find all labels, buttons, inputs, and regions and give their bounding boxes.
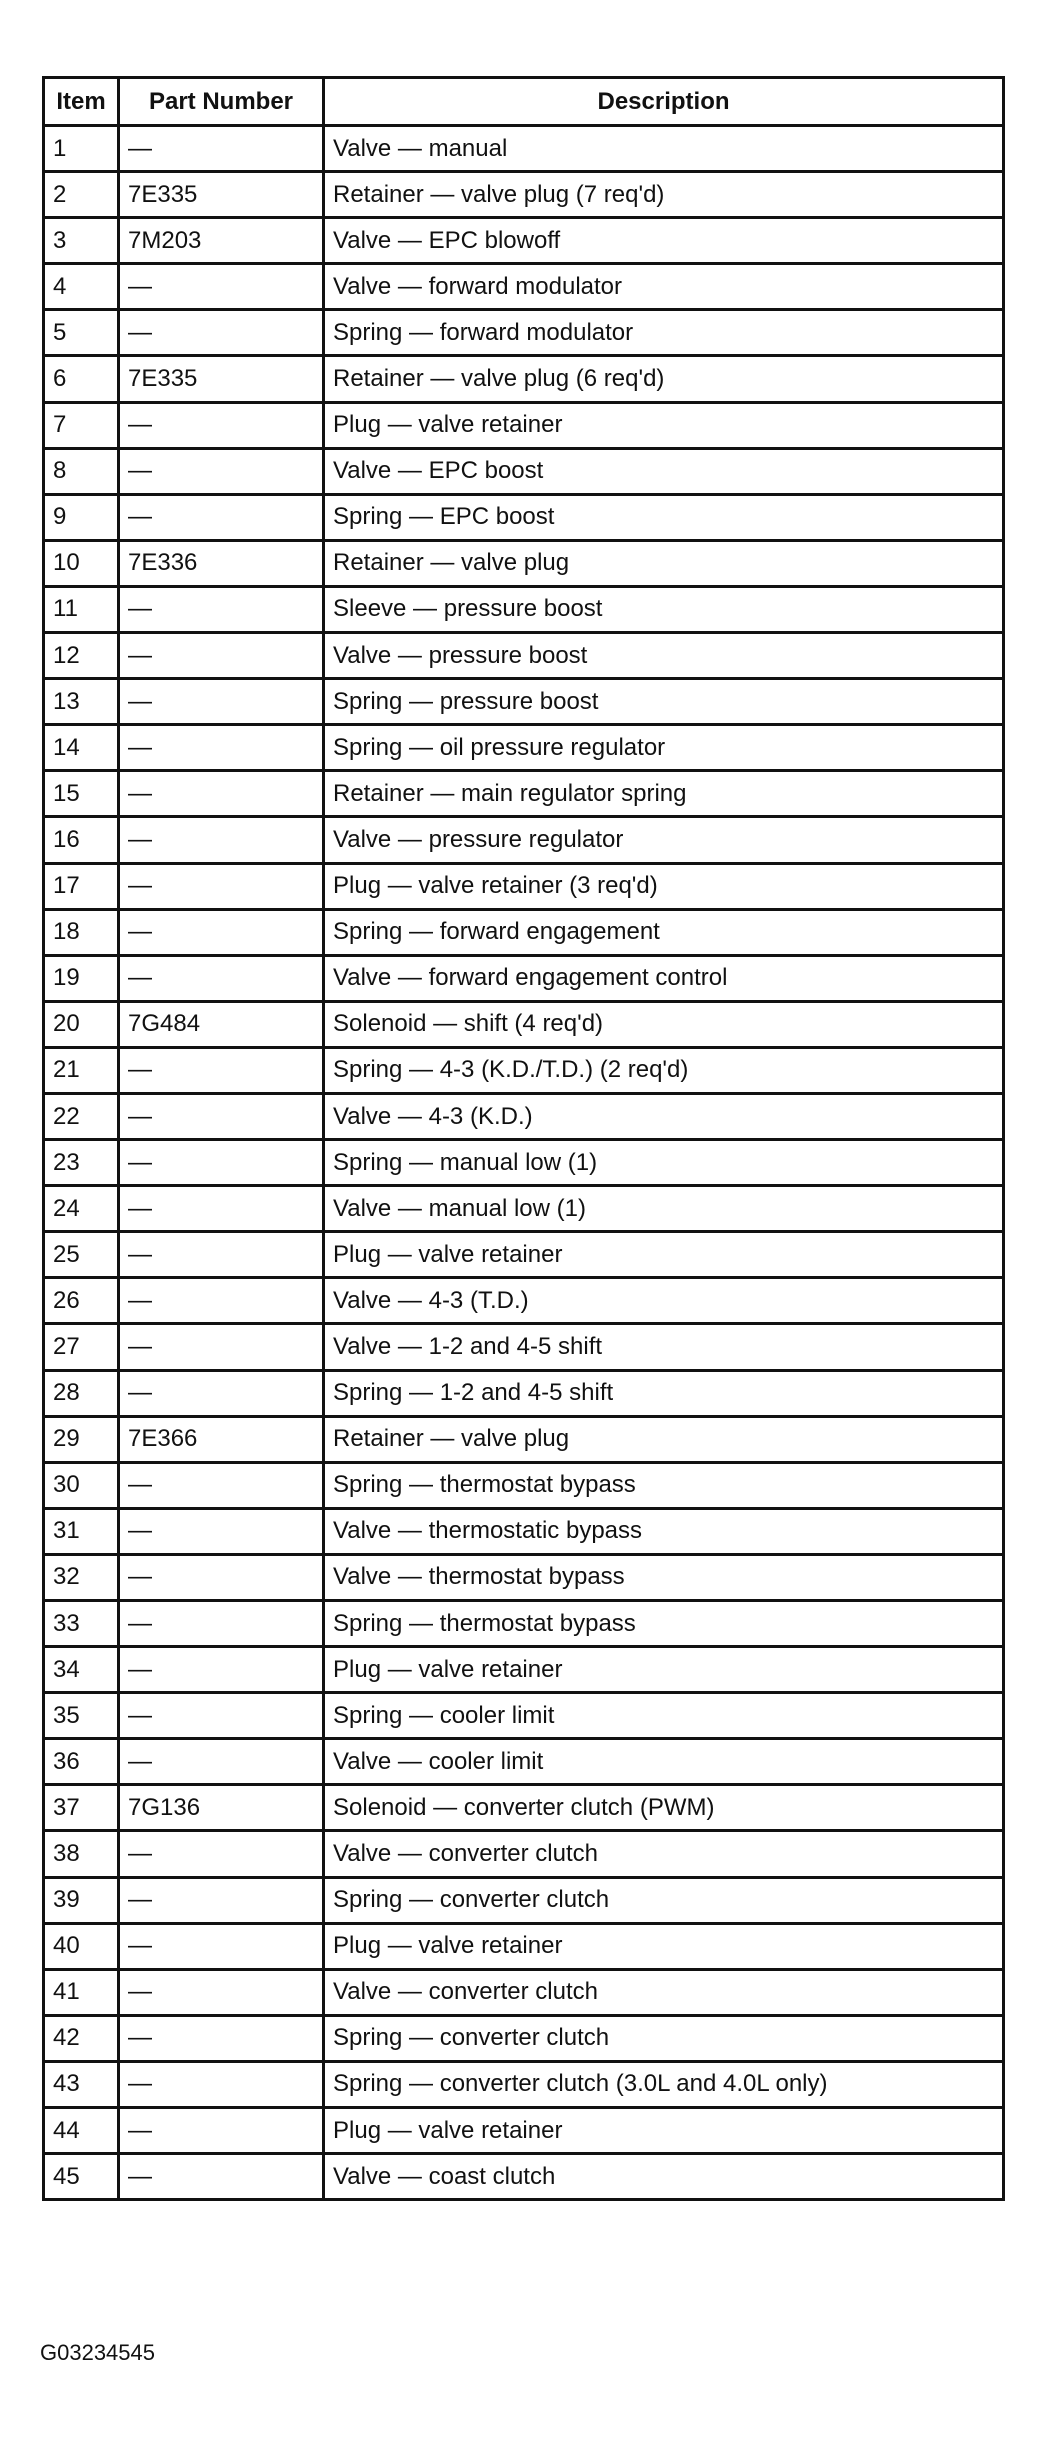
cell-part-number: — xyxy=(119,1554,324,1600)
table-row xyxy=(44,863,1004,909)
cell-part-number: — xyxy=(119,2108,324,2154)
table-row xyxy=(44,1232,1004,1278)
cell-item: 12 xyxy=(44,633,119,679)
table-row xyxy=(44,1877,1004,1923)
cell-item: 43 xyxy=(44,2061,119,2107)
cell-part-number: — xyxy=(119,2015,324,2061)
cell-description: Valve — forward engagement control xyxy=(324,955,1004,1001)
table-row xyxy=(44,1647,1004,1693)
table-row xyxy=(44,1739,1004,1785)
cell-item: 44 xyxy=(44,2108,119,2154)
cell-description: Spring — forward engagement xyxy=(324,909,1004,955)
cell-item: 10 xyxy=(44,540,119,586)
cell-description: Plug — valve retainer xyxy=(324,1647,1004,1693)
cell-description: Spring — pressure boost xyxy=(324,679,1004,725)
cell-description: Spring — converter clutch (3.0L and 4.0L only) xyxy=(324,2061,1004,2107)
cell-item: 15 xyxy=(44,771,119,817)
header-part-number: Part Number xyxy=(119,78,324,126)
cell-part-number: — xyxy=(119,771,324,817)
cell-item: 21 xyxy=(44,1047,119,1093)
cell-description: Plug — valve retainer xyxy=(324,402,1004,448)
table-header-row xyxy=(44,78,1004,126)
table-row xyxy=(44,1001,1004,1047)
table-row xyxy=(44,1324,1004,1370)
cell-part-number: 7E335 xyxy=(119,172,324,218)
cell-part-number: — xyxy=(119,633,324,679)
cell-description: Spring — cooler limit xyxy=(324,1693,1004,1739)
cell-description: Retainer — valve plug xyxy=(324,1416,1004,1462)
cell-part-number: 7E336 xyxy=(119,540,324,586)
cell-item: 13 xyxy=(44,679,119,725)
cell-item: 14 xyxy=(44,725,119,771)
cell-item: 35 xyxy=(44,1693,119,1739)
table-row xyxy=(44,1370,1004,1416)
cell-description: Valve — 1-2 and 4-5 shift xyxy=(324,1324,1004,1370)
cell-description: Spring — manual low (1) xyxy=(324,1140,1004,1186)
cell-part-number: — xyxy=(119,448,324,494)
cell-part-number: — xyxy=(119,2154,324,2200)
cell-description: Valve — forward modulator xyxy=(324,264,1004,310)
cell-item: 4 xyxy=(44,264,119,310)
cell-description: Valve — manual xyxy=(324,126,1004,172)
table-row xyxy=(44,218,1004,264)
cell-part-number: — xyxy=(119,1140,324,1186)
cell-part-number: — xyxy=(119,1324,324,1370)
cell-item: 31 xyxy=(44,1508,119,1554)
parts-table-body xyxy=(44,126,1004,2200)
cell-item: 17 xyxy=(44,863,119,909)
cell-item: 8 xyxy=(44,448,119,494)
table-row xyxy=(44,356,1004,402)
cell-description: Spring — thermostat bypass xyxy=(324,1462,1004,1508)
cell-item: 24 xyxy=(44,1186,119,1232)
cell-item: 7 xyxy=(44,402,119,448)
figure-id: G03234545 xyxy=(40,2340,155,2365)
cell-description: Valve — manual low (1) xyxy=(324,1186,1004,1232)
cell-item: 20 xyxy=(44,1001,119,1047)
cell-description: Plug — valve retainer xyxy=(324,1923,1004,1969)
cell-item: 26 xyxy=(44,1278,119,1324)
cell-description: Retainer — valve plug (7 req'd) xyxy=(324,172,1004,218)
cell-part-number: 7E335 xyxy=(119,356,324,402)
table-row xyxy=(44,1693,1004,1739)
cell-part-number: — xyxy=(119,725,324,771)
cell-description: Spring — thermostat bypass xyxy=(324,1601,1004,1647)
cell-description: Spring — 1-2 and 4-5 shift xyxy=(324,1370,1004,1416)
cell-part-number: — xyxy=(119,1647,324,1693)
table-row xyxy=(44,909,1004,955)
table-row xyxy=(44,1785,1004,1831)
cell-part-number: — xyxy=(119,1923,324,1969)
cell-description: Spring — 4-3 (K.D./T.D.) (2 req'd) xyxy=(324,1047,1004,1093)
cell-part-number: — xyxy=(119,1601,324,1647)
cell-part-number: — xyxy=(119,1739,324,1785)
cell-part-number: — xyxy=(119,817,324,863)
table-row xyxy=(44,817,1004,863)
table-row xyxy=(44,126,1004,172)
cell-item: 29 xyxy=(44,1416,119,1462)
cell-description: Valve — coast clutch xyxy=(324,2154,1004,2200)
table-row xyxy=(44,1554,1004,1600)
table-row xyxy=(44,2015,1004,2061)
table-row xyxy=(44,1416,1004,1462)
table-row xyxy=(44,725,1004,771)
cell-description: Valve — pressure regulator xyxy=(324,817,1004,863)
cell-description: Valve — 4-3 (K.D.) xyxy=(324,1093,1004,1139)
cell-description: Valve — thermostatic bypass xyxy=(324,1508,1004,1554)
header-item: Item xyxy=(44,78,119,126)
cell-item: 2 xyxy=(44,172,119,218)
cell-description: Spring — converter clutch xyxy=(324,1877,1004,1923)
cell-item: 1 xyxy=(44,126,119,172)
cell-item: 41 xyxy=(44,1969,119,2015)
table-row xyxy=(44,1923,1004,1969)
cell-item: 33 xyxy=(44,1601,119,1647)
cell-part-number: — xyxy=(119,264,324,310)
cell-item: 19 xyxy=(44,955,119,1001)
cell-item: 32 xyxy=(44,1554,119,1600)
cell-part-number: — xyxy=(119,1969,324,2015)
cell-description: Retainer — valve plug (6 req'd) xyxy=(324,356,1004,402)
table-row xyxy=(44,2061,1004,2107)
cell-part-number: — xyxy=(119,1186,324,1232)
cell-description: Plug — valve retainer (3 req'd) xyxy=(324,863,1004,909)
cell-part-number: — xyxy=(119,494,324,540)
cell-part-number: — xyxy=(119,1093,324,1139)
cell-part-number: — xyxy=(119,586,324,632)
table-row xyxy=(44,1462,1004,1508)
table-row xyxy=(44,1831,1004,1877)
cell-part-number: — xyxy=(119,1278,324,1324)
cell-item: 34 xyxy=(44,1647,119,1693)
cell-description: Plug — valve retainer xyxy=(324,2108,1004,2154)
cell-description: Spring — converter clutch xyxy=(324,2015,1004,2061)
cell-part-number: — xyxy=(119,1508,324,1554)
cell-description: Plug — valve retainer xyxy=(324,1232,1004,1278)
cell-part-number: 7M203 xyxy=(119,218,324,264)
cell-description: Valve — EPC blowoff xyxy=(324,218,1004,264)
table-row xyxy=(44,1601,1004,1647)
table-row xyxy=(44,1140,1004,1186)
cell-part-number: 7G136 xyxy=(119,1785,324,1831)
cell-part-number: — xyxy=(119,955,324,1001)
cell-description: Solenoid — shift (4 req'd) xyxy=(324,1001,1004,1047)
table-row xyxy=(44,1508,1004,1554)
cell-item: 16 xyxy=(44,817,119,863)
cell-part-number: — xyxy=(119,310,324,356)
cell-part-number: — xyxy=(119,2061,324,2107)
table-row xyxy=(44,402,1004,448)
table-row xyxy=(44,172,1004,218)
cell-description: Valve — cooler limit xyxy=(324,1739,1004,1785)
cell-part-number: — xyxy=(119,1232,324,1278)
table-row xyxy=(44,310,1004,356)
cell-item: 27 xyxy=(44,1324,119,1370)
table-row xyxy=(44,633,1004,679)
cell-item: 18 xyxy=(44,909,119,955)
cell-part-number: 7E366 xyxy=(119,1416,324,1462)
table-row xyxy=(44,679,1004,725)
cell-part-number: — xyxy=(119,1693,324,1739)
cell-part-number: 7G484 xyxy=(119,1001,324,1047)
cell-item: 6 xyxy=(44,356,119,402)
cell-description: Spring — EPC boost xyxy=(324,494,1004,540)
table-row xyxy=(44,1047,1004,1093)
parts-table xyxy=(42,76,1005,2201)
cell-description: Valve — converter clutch xyxy=(324,1969,1004,2015)
table-row xyxy=(44,264,1004,310)
cell-item: 23 xyxy=(44,1140,119,1186)
cell-description: Spring — forward modulator xyxy=(324,310,1004,356)
cell-part-number: — xyxy=(119,126,324,172)
cell-part-number: — xyxy=(119,1370,324,1416)
cell-part-number: — xyxy=(119,402,324,448)
table-row xyxy=(44,955,1004,1001)
table-row xyxy=(44,494,1004,540)
cell-description: Retainer — valve plug xyxy=(324,540,1004,586)
cell-item: 9 xyxy=(44,494,119,540)
table-row xyxy=(44,2108,1004,2154)
cell-item: 39 xyxy=(44,1877,119,1923)
table-row xyxy=(44,1093,1004,1139)
table-row xyxy=(44,586,1004,632)
cell-description: Valve — 4-3 (T.D.) xyxy=(324,1278,1004,1324)
cell-description: Sleeve — pressure boost xyxy=(324,586,1004,632)
cell-description: Solenoid — converter clutch (PWM) xyxy=(324,1785,1004,1831)
cell-item: 40 xyxy=(44,1923,119,1969)
table-row xyxy=(44,771,1004,817)
cell-part-number: — xyxy=(119,679,324,725)
cell-description: Valve — converter clutch xyxy=(324,1831,1004,1877)
cell-item: 36 xyxy=(44,1739,119,1785)
cell-item: 22 xyxy=(44,1093,119,1139)
table-row xyxy=(44,540,1004,586)
cell-description: Valve — EPC boost xyxy=(324,448,1004,494)
cell-description: Valve — thermostat bypass xyxy=(324,1554,1004,1600)
cell-part-number: — xyxy=(119,1831,324,1877)
cell-part-number: — xyxy=(119,1877,324,1923)
cell-description: Valve — pressure boost xyxy=(324,633,1004,679)
cell-item: 30 xyxy=(44,1462,119,1508)
table-row xyxy=(44,1186,1004,1232)
cell-item: 45 xyxy=(44,2154,119,2200)
cell-item: 11 xyxy=(44,586,119,632)
cell-part-number: — xyxy=(119,1047,324,1093)
table-row xyxy=(44,1278,1004,1324)
table-row xyxy=(44,1969,1004,2015)
cell-item: 37 xyxy=(44,1785,119,1831)
cell-item: 25 xyxy=(44,1232,119,1278)
cell-item: 38 xyxy=(44,1831,119,1877)
cell-item: 3 xyxy=(44,218,119,264)
table-row xyxy=(44,448,1004,494)
table-row xyxy=(44,2154,1004,2200)
cell-part-number: — xyxy=(119,1462,324,1508)
cell-item: 28 xyxy=(44,1370,119,1416)
header-description: Description xyxy=(324,78,1004,126)
cell-description: Retainer — main regulator spring xyxy=(324,771,1004,817)
cell-item: 42 xyxy=(44,2015,119,2061)
cell-description: Spring — oil pressure regulator xyxy=(324,725,1004,771)
cell-part-number: — xyxy=(119,909,324,955)
cell-part-number: — xyxy=(119,863,324,909)
cell-item: 5 xyxy=(44,310,119,356)
